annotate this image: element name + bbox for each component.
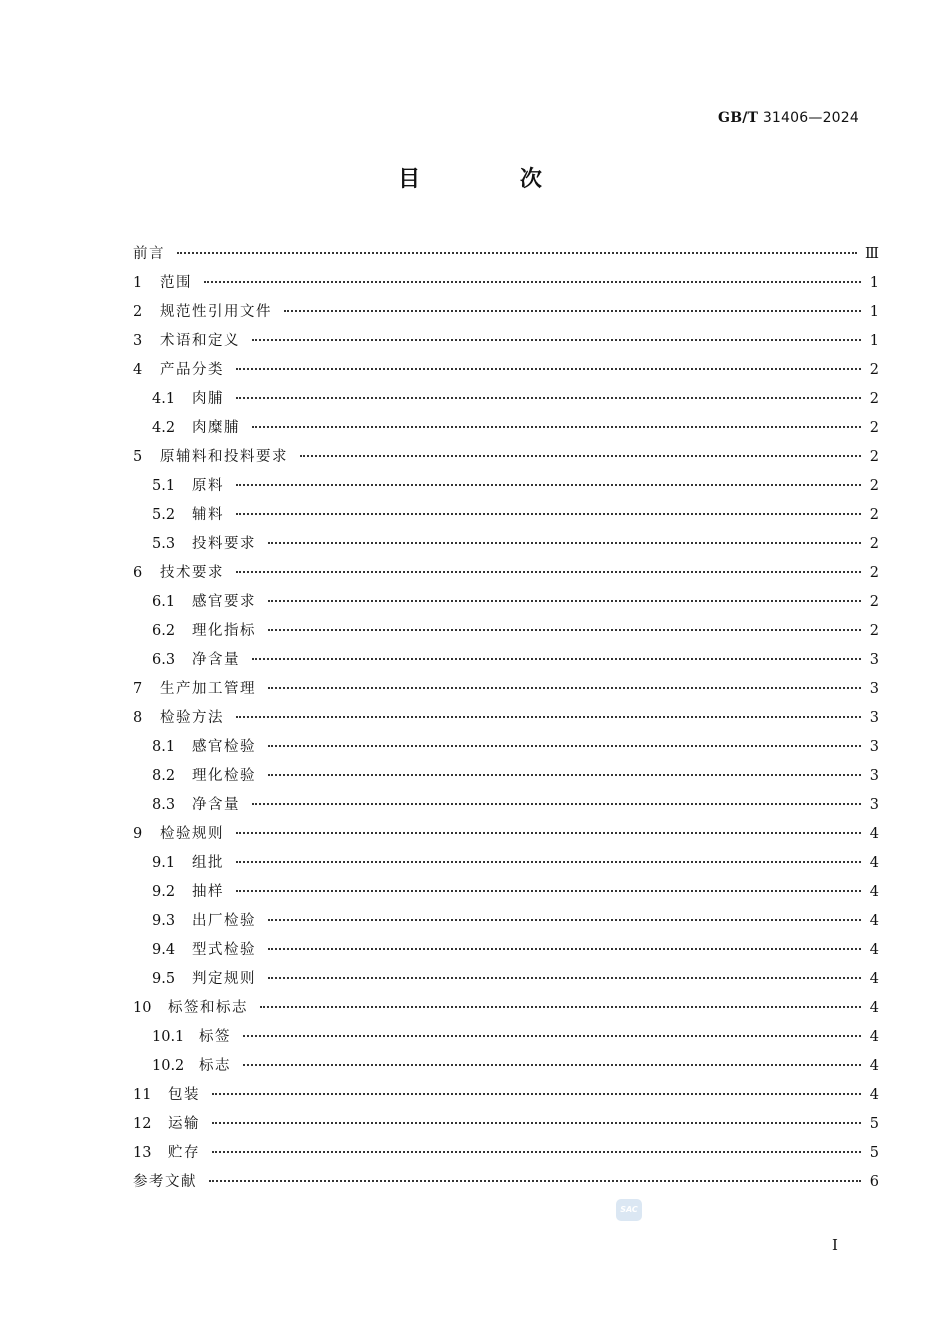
toc-entry-page: 2	[869, 507, 879, 523]
toc-entry[interactable]	[133, 849, 879, 878]
toc-entry-label: 检验方法	[160, 710, 224, 726]
toc-entry[interactable]	[133, 675, 879, 704]
toc-entry-label: 参考文献	[133, 1174, 197, 1190]
toc-entry[interactable]	[133, 936, 879, 965]
toc-entry-page: 4	[869, 884, 879, 900]
dot-leader	[268, 774, 861, 776]
toc-entry-page: 4	[869, 1000, 879, 1016]
toc-entry-label: 标签和标志	[168, 1000, 248, 1016]
toc-entry-label: 肉糜脯	[192, 420, 240, 436]
toc-entry[interactable]	[133, 1023, 879, 1052]
toc-entry-number: 11	[133, 1087, 152, 1103]
toc-entry-number: 9.2	[152, 884, 176, 900]
toc-entry-page: Ⅲ	[865, 246, 879, 262]
toc-entry-number: 10	[133, 1000, 152, 1016]
standard-code	[718, 110, 859, 126]
toc-entry-label: 产品分类	[160, 362, 224, 378]
toc-entry[interactable]	[133, 559, 879, 588]
toc-entry-label: 原辅料和投料要求	[160, 449, 288, 465]
dot-leader	[252, 426, 861, 428]
toc-entry-label: 净含量	[192, 797, 240, 813]
toc-entry[interactable]	[133, 356, 879, 385]
toc-entry-number: 8	[133, 710, 143, 726]
toc-entry[interactable]	[133, 820, 879, 849]
dot-leader	[204, 281, 861, 283]
toc-entry-number: 7	[133, 681, 143, 697]
toc-entry-number: 12	[133, 1116, 152, 1132]
toc-entry[interactable]	[133, 385, 879, 414]
dot-leader	[212, 1093, 861, 1095]
toc-entry[interactable]	[133, 1052, 879, 1081]
dot-leader	[236, 716, 861, 718]
toc-entry-page: 4	[869, 913, 879, 929]
dot-leader	[236, 397, 861, 399]
toc-entry-label: 包装	[168, 1087, 200, 1103]
dot-leader	[268, 919, 861, 921]
toc-entry-number: 10.2	[152, 1058, 185, 1074]
dot-leader	[243, 1035, 861, 1037]
dot-leader	[252, 803, 861, 805]
dot-leader	[252, 658, 861, 660]
dot-leader	[268, 687, 861, 689]
toc-entry-page: 4	[869, 942, 879, 958]
toc-entry-number: 9.4	[152, 942, 176, 958]
dot-leader	[268, 948, 861, 950]
toc-entry-number: 9.1	[152, 855, 176, 871]
toc-entry-page: 2	[869, 565, 879, 581]
toc-entry-page: 4	[869, 1029, 879, 1045]
toc-entry-label: 范围	[160, 275, 192, 291]
toc-entry[interactable]	[133, 501, 879, 530]
toc-entry-number: 5	[133, 449, 143, 465]
dot-leader	[236, 513, 861, 515]
dot-leader	[236, 832, 861, 834]
toc-entry-label: 判定规则	[192, 971, 256, 987]
dot-leader	[300, 455, 861, 457]
toc-entry-page: 2	[869, 536, 879, 552]
toc-entry-label: 理化指标	[192, 623, 256, 639]
dot-leader	[252, 339, 861, 341]
toc-entry-page: 2	[869, 362, 879, 378]
toc-entry-label: 检验规则	[160, 826, 224, 842]
toc-entry-number: 6.3	[152, 652, 176, 668]
standard-number: 31406—2024	[762, 110, 859, 126]
toc-entry-number: 9.5	[152, 971, 176, 987]
toc-entry[interactable]	[133, 443, 879, 472]
toc-entry-label: 贮存	[168, 1145, 200, 1161]
dot-leader	[236, 890, 861, 892]
toc-entry-number: 9.3	[152, 913, 176, 929]
sac-watermark-logo: SAC	[616, 1199, 642, 1221]
dot-leader	[268, 745, 861, 747]
dot-leader	[212, 1122, 861, 1124]
toc-entry-label: 标志	[199, 1058, 231, 1074]
toc-entry-page: 5	[869, 1116, 879, 1132]
toc-entry-number: 4.1	[152, 391, 176, 407]
toc-entry-number: 6	[133, 565, 143, 581]
toc-entry-page: 2	[869, 478, 879, 494]
toc-entry-page: 5	[869, 1145, 879, 1161]
toc-entry-number: 4	[133, 362, 143, 378]
toc-entry[interactable]	[133, 1139, 879, 1168]
toc-entry-page: 2	[869, 391, 879, 407]
toc-entry-page: 4	[869, 1058, 879, 1074]
toc-entry-page: 2	[869, 449, 879, 465]
toc-entry-label: 标签	[199, 1029, 231, 1045]
dot-leader	[284, 310, 861, 312]
toc-entry-page: 3	[869, 739, 879, 755]
toc-entry[interactable]	[133, 878, 879, 907]
toc-entry-label: 抽样	[192, 884, 224, 900]
toc-entry-page: 4	[869, 855, 879, 871]
dot-leader	[236, 571, 861, 573]
toc-entry-label: 肉脯	[192, 391, 224, 407]
toc-entry-page: 3	[869, 681, 879, 697]
toc-entry-number: 8.1	[152, 739, 176, 755]
toc-entry[interactable]	[133, 269, 879, 298]
dot-leader	[236, 368, 861, 370]
toc-entry-number: 10.1	[152, 1029, 185, 1045]
toc-entry[interactable]	[133, 1168, 879, 1197]
toc-entry[interactable]	[133, 646, 879, 675]
page-number: I	[832, 1236, 838, 1254]
toc-entry[interactable]	[133, 588, 879, 617]
toc-entry-page: 4	[869, 971, 879, 987]
toc-entry-number: 2	[133, 304, 143, 320]
toc-entry[interactable]	[133, 414, 879, 443]
toc-entry-label: 投料要求	[192, 536, 256, 552]
dot-leader	[177, 252, 857, 254]
toc-entry[interactable]	[133, 530, 879, 559]
toc-entry-number: 13	[133, 1145, 152, 1161]
dot-leader	[268, 629, 861, 631]
toc-entry-page: 1	[869, 275, 879, 291]
toc-entry-page: 1	[869, 304, 879, 320]
dot-leader	[209, 1180, 861, 1182]
toc-entry[interactable]	[133, 1110, 879, 1139]
toc-entry-number: 1	[133, 275, 143, 291]
toc-entry-page: 3	[869, 768, 879, 784]
toc-entry-label: 生产加工管理	[160, 681, 256, 697]
dot-leader	[268, 542, 861, 544]
toc-entry-label: 型式检验	[192, 942, 256, 958]
toc-entry-label: 净含量	[192, 652, 240, 668]
toc-entry-page: 4	[869, 1087, 879, 1103]
toc-entry-label: 运输	[168, 1116, 200, 1132]
toc-entry-number: 5.1	[152, 478, 176, 494]
dot-leader	[268, 977, 861, 979]
toc-entry[interactable]	[133, 1081, 879, 1110]
toc-entry[interactable]	[133, 791, 879, 820]
toc-entry-number: 6.2	[152, 623, 176, 639]
standard-prefix: GB/T	[718, 110, 759, 126]
toc-entry-page: 3	[869, 710, 879, 726]
dot-leader	[236, 484, 861, 486]
dot-leader	[243, 1064, 861, 1066]
toc-entry[interactable]	[133, 965, 879, 994]
toc-entry-page: 2	[869, 420, 879, 436]
toc-entry-number: 4.2	[152, 420, 176, 436]
toc-entry-label: 感官检验	[192, 739, 256, 755]
toc-entry-label: 原料	[192, 478, 224, 494]
toc-entry[interactable]	[133, 472, 879, 501]
toc-entry-number: 8.3	[152, 797, 176, 813]
toc-entry-number: 5.3	[152, 536, 176, 552]
toc-entry-label: 组批	[192, 855, 224, 871]
dot-leader	[236, 861, 861, 863]
toc-entry[interactable]	[133, 733, 879, 762]
toc-entry-number: 5.2	[152, 507, 176, 523]
toc-entry-page: 3	[869, 797, 879, 813]
toc-entry-label: 技术要求	[160, 565, 224, 581]
toc-entry-page: 2	[869, 623, 879, 639]
toc-entry-number: 3	[133, 333, 143, 349]
dot-leader	[268, 600, 861, 602]
toc-entry-label: 理化检验	[192, 768, 256, 784]
toc-entry-number: 8.2	[152, 768, 176, 784]
toc-entry-page: 1	[869, 333, 879, 349]
toc-entry[interactable]	[133, 907, 879, 936]
toc-entry-label: 前言	[133, 246, 165, 262]
toc-entry[interactable]	[133, 704, 879, 733]
table-of-contents	[133, 240, 879, 1197]
dot-leader	[260, 1006, 861, 1008]
toc-entry[interactable]	[133, 298, 879, 327]
toc-entry[interactable]	[133, 327, 879, 356]
toc-entry-label: 辅料	[192, 507, 224, 523]
page-title: 目 次	[398, 167, 588, 192]
toc-entry-number: 9	[133, 826, 143, 842]
toc-entry-page: 4	[869, 826, 879, 842]
dot-leader	[212, 1151, 861, 1153]
toc-entry-label: 规范性引用文件	[160, 304, 272, 320]
toc-entry-number: 6.1	[152, 594, 176, 610]
toc-entry-label: 术语和定义	[160, 333, 240, 349]
toc-entry[interactable]	[133, 994, 879, 1023]
toc-entry-label: 出厂检验	[192, 913, 256, 929]
toc-entry-page: 6	[869, 1174, 879, 1190]
toc-entry-page: 3	[869, 652, 879, 668]
toc-entry[interactable]	[133, 240, 879, 269]
toc-entry-page: 2	[869, 594, 879, 610]
toc-entry[interactable]	[133, 617, 879, 646]
toc-entry-label: 感官要求	[192, 594, 256, 610]
toc-entry[interactable]	[133, 762, 879, 791]
